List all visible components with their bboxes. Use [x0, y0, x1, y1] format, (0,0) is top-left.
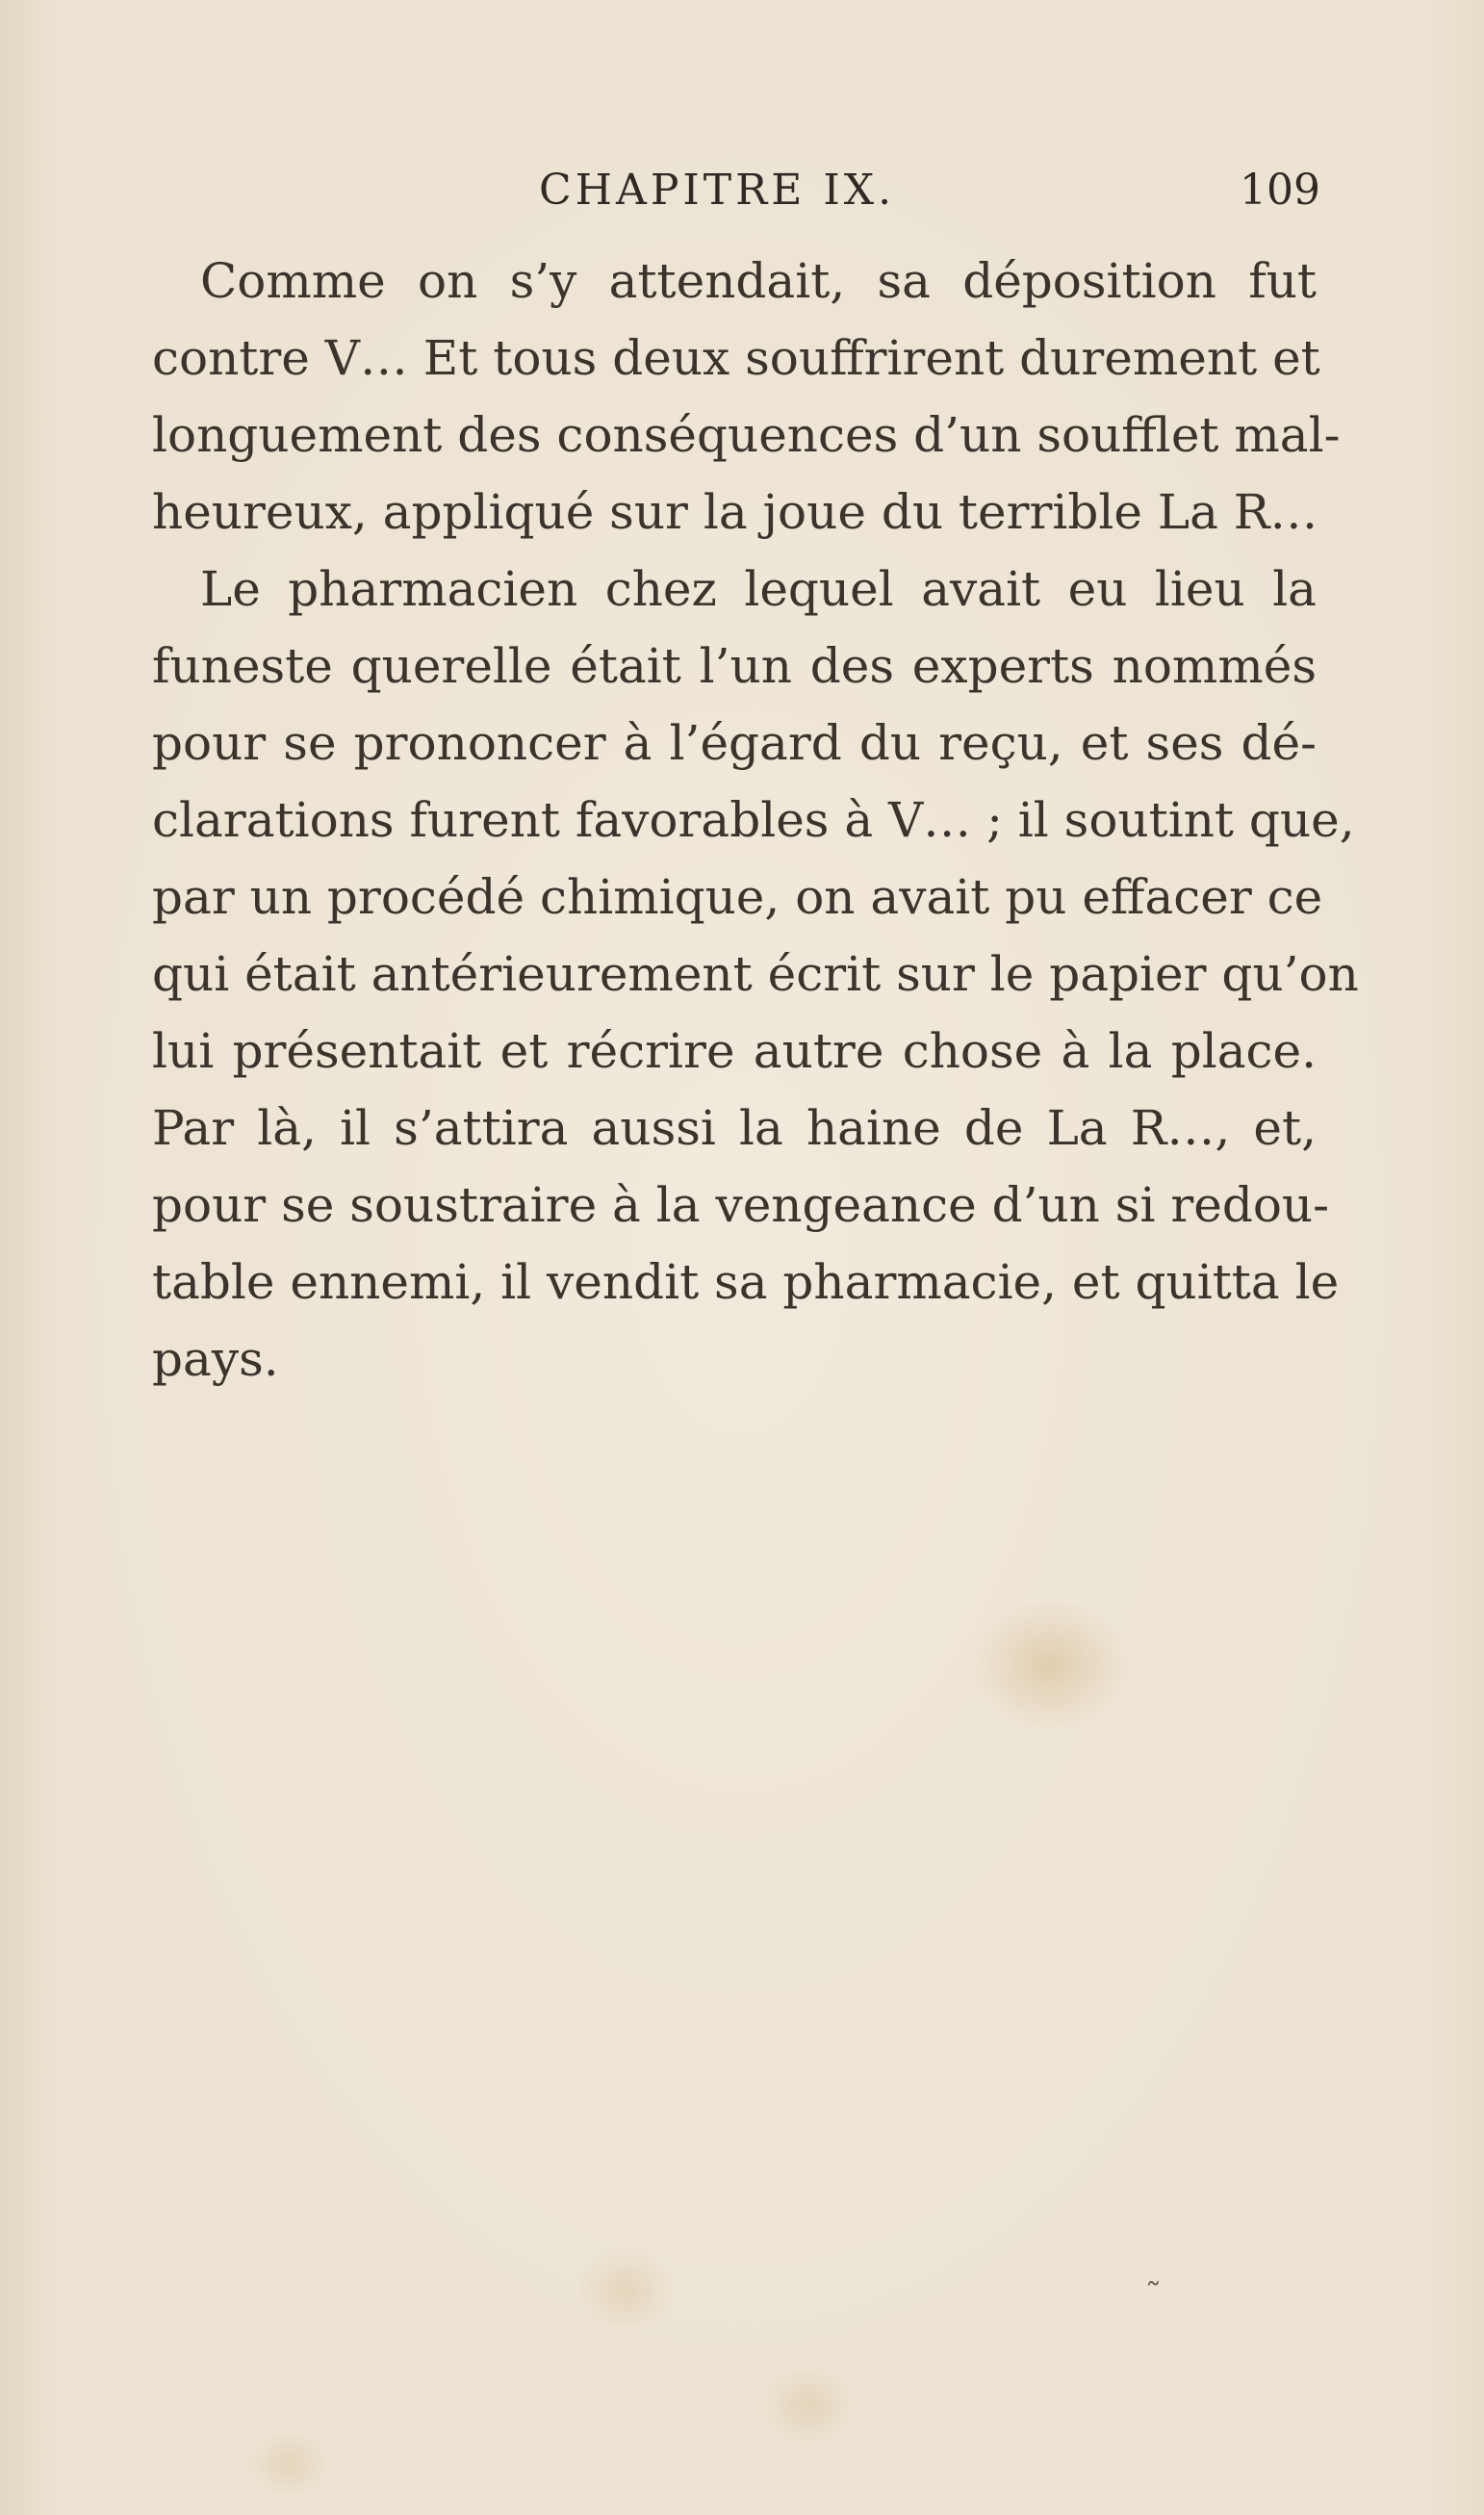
text-line: par un procédé chimique, on avait pu effacer ce: [152, 869, 1323, 925]
text-line: contre V… Et tous deux souffrirent durement et: [152, 330, 1320, 386]
text-line: qui était antérieurement écrit sur le papier qu’on: [152, 946, 1359, 1002]
text-line: Comme on s’y attendait, sa déposition fut: [200, 253, 1317, 309]
running-head: [154, 166, 1320, 223]
signature-mark: ˜: [1145, 2276, 1162, 2315]
text-line: lui présentait et récrire autre chose à la place.: [152, 1023, 1317, 1079]
chapter-title: CHAPITRE IX.: [539, 166, 896, 215]
text-line: clarations furent favorables à V… ; il soutint que,: [152, 792, 1355, 848]
text-line: funeste querelle était l’un des experts nommés: [152, 638, 1317, 694]
text-line: pour se soustraire à la vengeance d’un si redou-: [152, 1177, 1330, 1233]
text-line: Par là, il s’attira aussi la haine de La R…, et,: [152, 1100, 1317, 1156]
text-line: heureux, appliqué sur la joue du terrible La R…: [152, 484, 1318, 540]
text-line: table ennemi, il vendit sa pharmacie, et quitta le: [152, 1254, 1340, 1310]
text-line: pour se prononcer à l’égard du reçu, et ses dé-: [152, 715, 1317, 771]
body-text: [152, 243, 1359, 1398]
page-number: 109: [1240, 166, 1320, 215]
text-line: longuement des conséquences d’un soufflet mal-: [152, 407, 1341, 463]
text-line: Le pharmacien chez lequel avait eu lieu la: [200, 561, 1317, 617]
text-line: pays.: [152, 1331, 279, 1387]
